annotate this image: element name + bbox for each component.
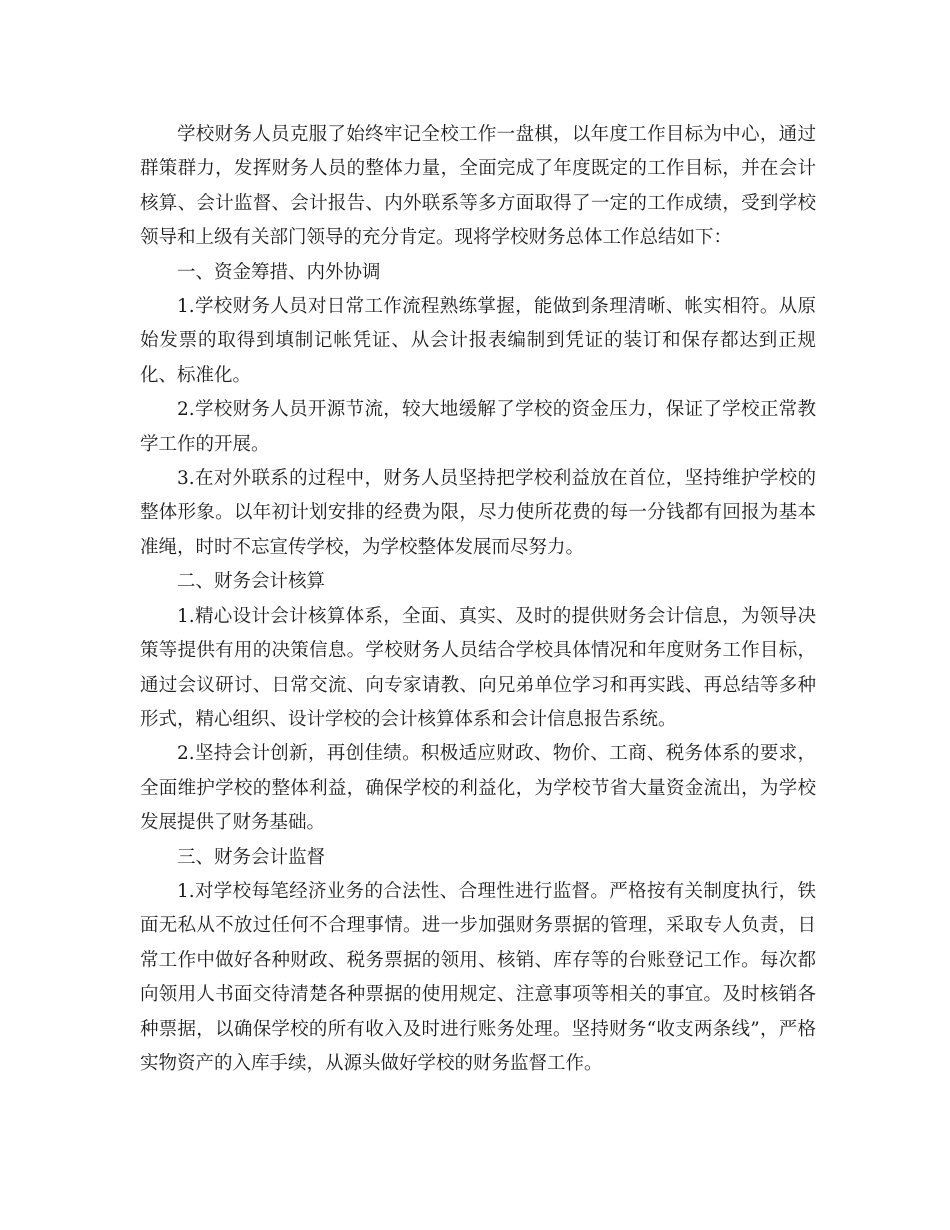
paragraph-supervision-1: 1.对学校每笔经济业务的合法性、合理性进行监督。严格按有关制度执行，铁面无私从不放过任何不合理事情。进一步加强财务票据的管理，采取专人负责，日常工作中做好各种财政、税务票据的领用、核销、库存等的台账登记工作。每次都向领用人书面交待清楚各种票据的使用规定、注意事项等相关的事宜。及时核销各种票据，以确保学校的所有收入及时进行账务处理。坚持财务“收支两条线”，严格实物资产的入库手续，从源头做好学校的财务监督工作。 xyxy=(140,880,816,1074)
paragraph-funding-2: 2.学校财务人员开源节流，较大地缓解了学校的资金压力，保证了学校正常教学工作的开展。 xyxy=(140,399,816,455)
section-heading-accounting: 二、财务会计核算 xyxy=(177,571,326,593)
intro-paragraph: 学校财务人员克服了始终牢记全校工作一盘棋，以年度工作目标为中心，通过群策群力，发挥财务人员的整体力量，全面完成了年度既定的工作目标，并在会计核算、会计监督、会计报告、内外联系等多方面取得了一定的工作成绩，受到学校领导和上级有关部门领导的充分肯定。现将学校财务总体工作总结如下： xyxy=(140,124,816,249)
paragraph-accounting-1: 1.精心设计会计核算体系，全面、真实、及时的提供财务会计信息，为领导决策等提供有用的决策信息。学校财务人员结合学校具体情况和年度财务工作目标，通过会议研讨、日常交流、向专家请教、向兄弟单位学习和再实践、再总结等多种形式，精心组织、设计学校的会计核算体系和会计信息报告系统。 xyxy=(140,605,816,730)
paragraph-accounting-2: 2.坚持会计创新，再创佳绩。积极适应财政、物价、工商、税务体系的要求，全面维护学校的整体利益，确保学校的利益化，为学校节省大量资金流出，为学校发展提供了财务基础。 xyxy=(140,743,816,834)
section-heading-supervision: 三、财务会计监督 xyxy=(177,846,326,868)
paragraph-funding-3: 3.在对外联系的过程中，财务人员坚持把学校利益放在首位，坚持维护学校的整体形象。以年初计划安排的经费为限，尽力使所花费的每一分钱都有回报为基本准绳，时时不忘宣传学校，为学校整体发展而尽努力。 xyxy=(140,468,816,558)
document-body xyxy=(140,118,816,1081)
paragraph-funding-1: 1.学校财务人员对日常工作流程熟练掌握，能做到条理清晰、帐实相符。从原始发票的取得到填制记帐凭证、从会计报表编制到凭证的装订和保存都达到正规化、标准化。 xyxy=(140,296,816,386)
section-heading-funding: 一、资金筹措、内外协调 xyxy=(177,261,381,283)
